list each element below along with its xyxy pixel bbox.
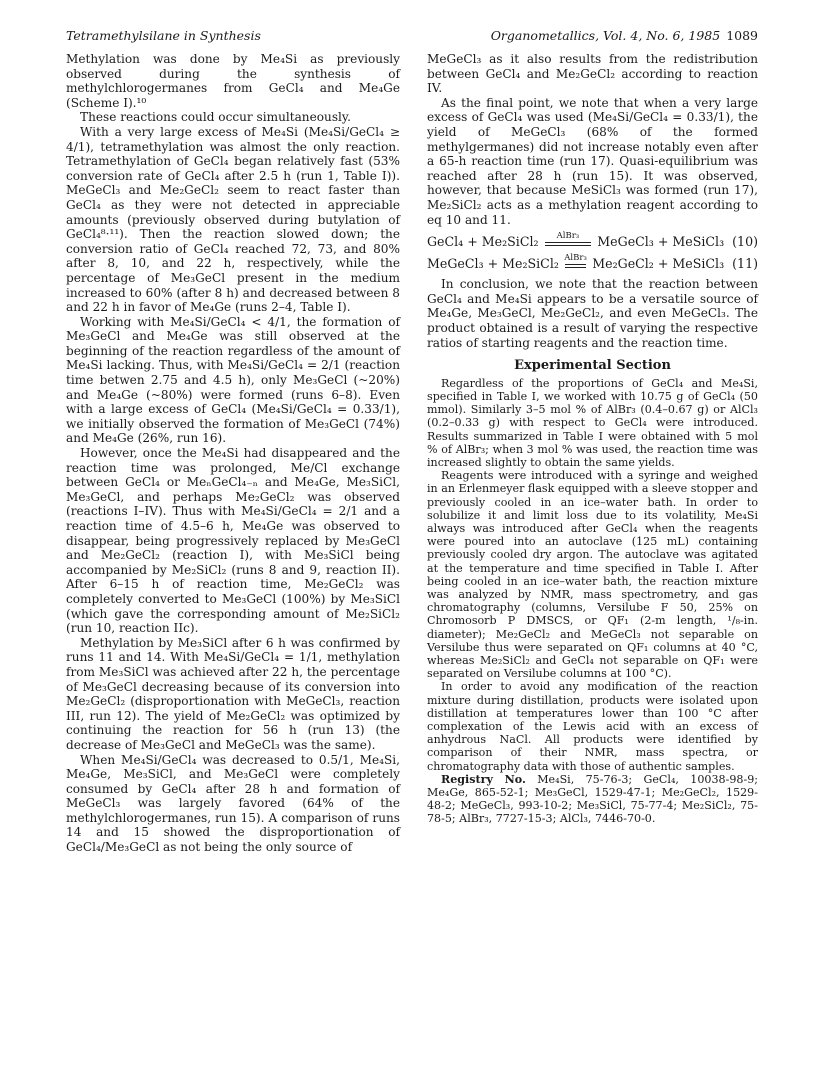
paragraph: Regardless of the proportions of GeCl₄ and Me₄Si, specified in Table I, we worked with 10.75 g of GeCl₄ (50 mmol). Similarly 3–5 mol % of AlBr₃ (0.4–0.67 g) or AlCl₃ (0.2–0.33 g) with respect to GeCl₄ were introduced. Results summarized in Table I were obtained with 5 mol % of AlBr₃; when 3 mol % was used, the reaction time was increased slightly to obtain the same yields.	[427, 376, 758, 469]
paragraph: Methylation by Me₃SiCl after 6 h was confirmed by runs 11 and 14. With Me₄Si/GeCl₄ = 1/1, methylation from Me₃SiCl was achieved after 22 h, the percentage of Me₃GeCl decreasing because of its conversion into Me₂GeCl₂ (disproportionation with MeGeCl₃, reaction III, run 12). The yield of Me₂GeCl₂ was optimized by continuing the reaction for 56 h (run 13) (the decrease of Me₃GeCl and MeGeCl₃ was the same).	[66, 635, 400, 752]
registry-text: Me₄Si, 75-76-3; GeCl₄, 10038-98-9; Me₄Ge, 865-52-1; Me₃GeCl, 1529-47-1; Me₂GeCl₂, 1529-48-2; MeGeCl₃, 993-10-2; Me₃SiCl, 75-77-4; Me₂SiCl₂, 75-78-5; AlBr₃, 7727-15-3; AlCl₃, 7446-70-0.	[427, 772, 759, 826]
running-title: Tetramethylsilane in Synthesis	[66, 28, 261, 43]
experimental-section	[427, 377, 758, 826]
equation-number: (10)	[732, 233, 758, 249]
equation-number: (11)	[732, 255, 758, 271]
paragraph: As the final point, we note that when a very large excess of GeCl₄ was used (Me₄Si/GeCl₄ = 0.33/1), the yield of MeGeCl₃ (68% of the formed methylgermanes) did not increase notably even after a 65-h reaction time (run 17). Quasi-equilibrium was reached after 28 h (run 15). It was observed, however, that because MeSiCl₃ was formed (run 17), Me₂SiCl₂ acts as a methylation reagent according to eq 10 and 11.	[427, 95, 758, 227]
catalyst-label: AlBr₃	[564, 253, 587, 264]
registry-numbers	[427, 773, 758, 826]
catalyst-label: AlBr₃	[556, 231, 580, 242]
paragraph: In order to avoid any modification of the reaction mixture during distillation, products were isolated upon distillation at temperatures lower than 100 °C after complexation of the Lewis acid with an excess of anhydrous NaCl. All products were identified by comparison of their NMR, mass spectra, or chromatography data with those of authentic samples.	[427, 680, 758, 773]
journal-citation	[491, 28, 758, 43]
paragraph: Methylation was done by Me₄Si as previously observed during the synthesis of methylchlorogermanes from GeCl₄ and Me₄Ge (Scheme I).¹⁰	[66, 52, 400, 110]
equilibrium-arrow	[563, 255, 588, 271]
paragraph: MeGeCl₃ as it also results from the redistribution between GeCl₄ and Me₂GeCl₂ according to reaction IV.	[427, 52, 758, 96]
section-heading: Experimental Section	[514, 358, 671, 374]
paragraph: Reagents were introduced with a syringe and weighed in an Erlenmeyer flask equipped with a sleeve stopper and previously cooled in an ice–water bath. In order to solubilize it and limit loss due to its volatility, Me₄Si always was introduced after GeCl₄ when the reagents were poured into an autoclave (125 mL) containing previously cooled dry argon. The autoclave was agitated at the temperature and time specified in Table I. After being cooled in an ice–water bath, the reaction mixture was analyzed by NMR, mass spectrometry, and gas chromatography (columns, Versilube F 50, 25% on Chromosorb P DMSCS, or QF₁ (2-m length, ¹/₈-in. diameter); Me₂GeCl₂ and MeGeCl₃ not separable on Versilube thus were separated on QF₁ columns at 40 °C, whereas Me₂SiCl₂ and GeCl₄ not separable on QF₁ were separated on Versilube columns at 100 °C).	[427, 469, 758, 681]
equilibrium-arrow	[543, 233, 594, 249]
equation-11	[427, 255, 758, 271]
equation-lhs: GeCl₄ + Me₂SiCl₂	[427, 233, 539, 249]
paragraph: However, once the Me₄Si had disappeared and the reaction time was prolonged, Me/Cl exchange between GeCl₄ or MeₙGeCl₄₋ₙ and Me₄Ge, Me₃SiCl, Me₃GeCl, and perhaps Me₂GeCl₂ was observed (reactions I–IV). Thus with Me₄Si/GeCl₄ = 2/1 and a reaction time of 4.5–6 h, Me₄Ge was observed to disappear, being progressively replaced by Me₃GeCl and Me₂GeCl₂ (reaction I), with Me₃SiCl being accompanied by Me₂SiCl₂ (runs 8 and 9, reaction II). After 6–15 h of reaction time, Me₂GeCl₂ was completely converted to Me₃GeCl (100%) by Me₃SiCl (which gave the corresponding amount of Me₂SiCl₂ (run 10, reaction IIc).	[66, 446, 400, 636]
registry-label: Registry No.	[441, 772, 526, 786]
journal-name: Organometallics, Vol. 4, No. 6, 1985	[490, 28, 721, 43]
page-number: 1089	[726, 28, 758, 43]
paragraph: When Me₄Si/GeCl₄ was decreased to 0.5/1, Me₄Si, Me₄Ge, Me₃SiCl, and Me₃GeCl were completely consumed by GeCl₄ after 28 h and formation of MeGeCl₃ was largely favored (64% of the methylchlorogermanes, run 15). A comparison of runs 14 and 15 showed the disproportionation of GeCl₄/Me₃GeCl as not being the only source of	[66, 752, 400, 855]
left-column	[66, 52, 400, 855]
running-header	[66, 28, 758, 46]
equation-rhs: MeGeCl₃ + MeSiCl₃	[597, 233, 725, 249]
conclusion-paragraph: In conclusion, we note that the reaction between GeCl₄ and Me₄Si appears to be a versatile source of Me₄Ge, Me₃GeCl, Me₂GeCl₂, and even MeGeCl₃. The product obtained is a result of varying the respective ratios of starting reagents and the reaction time.	[427, 277, 758, 350]
equation-rhs: Me₂GeCl₂ + MeSiCl₃	[592, 255, 725, 271]
paragraph: Working with Me₄Si/GeCl₄ < 4/1, the formation of Me₃GeCl and Me₄Ge was still observed at the beginning of the reaction regardless of the amount of Me₄Si lacking. Thus, with Me₄Si/GeCl₄ = 2/1 (reaction time betwen 2.75 and 4.5 h), only Me₃GeCl (~20%) and Me₄Ge (~80%) were formed (runs 6–8). Even with a large excess of GeCl₄ (Me₄Si/GeCl₄ = 0.33/1), we initially observed the formation of Me₃GeCl (74%) and Me₄Ge (26%, run 16).	[66, 314, 400, 446]
paragraph: With a very large excess of Me₄Si (Me₄Si/GeCl₄ ≥ 4/1), tetramethylation was almost the only reaction. Tetramethylation of GeCl₄ began relatively fast (53% conversion rate of GeCl₄ after 2.5 h (run 1, Table I)). MeGeCl₃ and Me₂GeCl₂ seem to react faster than GeCl₄ as they were not detected in appreciable amounts (previously observed during butylation of GeCl₄⁸·¹¹). Then the reaction slowed down; the conversion ratio of GeCl₄ reached 72, 73, and 80% after 8, 10, and 22 h, respectively, while the percentage of Me₃GeCl present in the medium increased to 60% (after 8 h) and decreased between 8 and 22 h in favor of Me₄Ge (runs 2–4, Table I).	[66, 124, 400, 315]
right-column	[427, 52, 758, 826]
paragraph: These reactions could occur simultaneously.	[80, 110, 351, 125]
equation-lhs: MeGeCl₃ + Me₂SiCl₂	[427, 255, 559, 271]
equation-10	[427, 233, 758, 249]
